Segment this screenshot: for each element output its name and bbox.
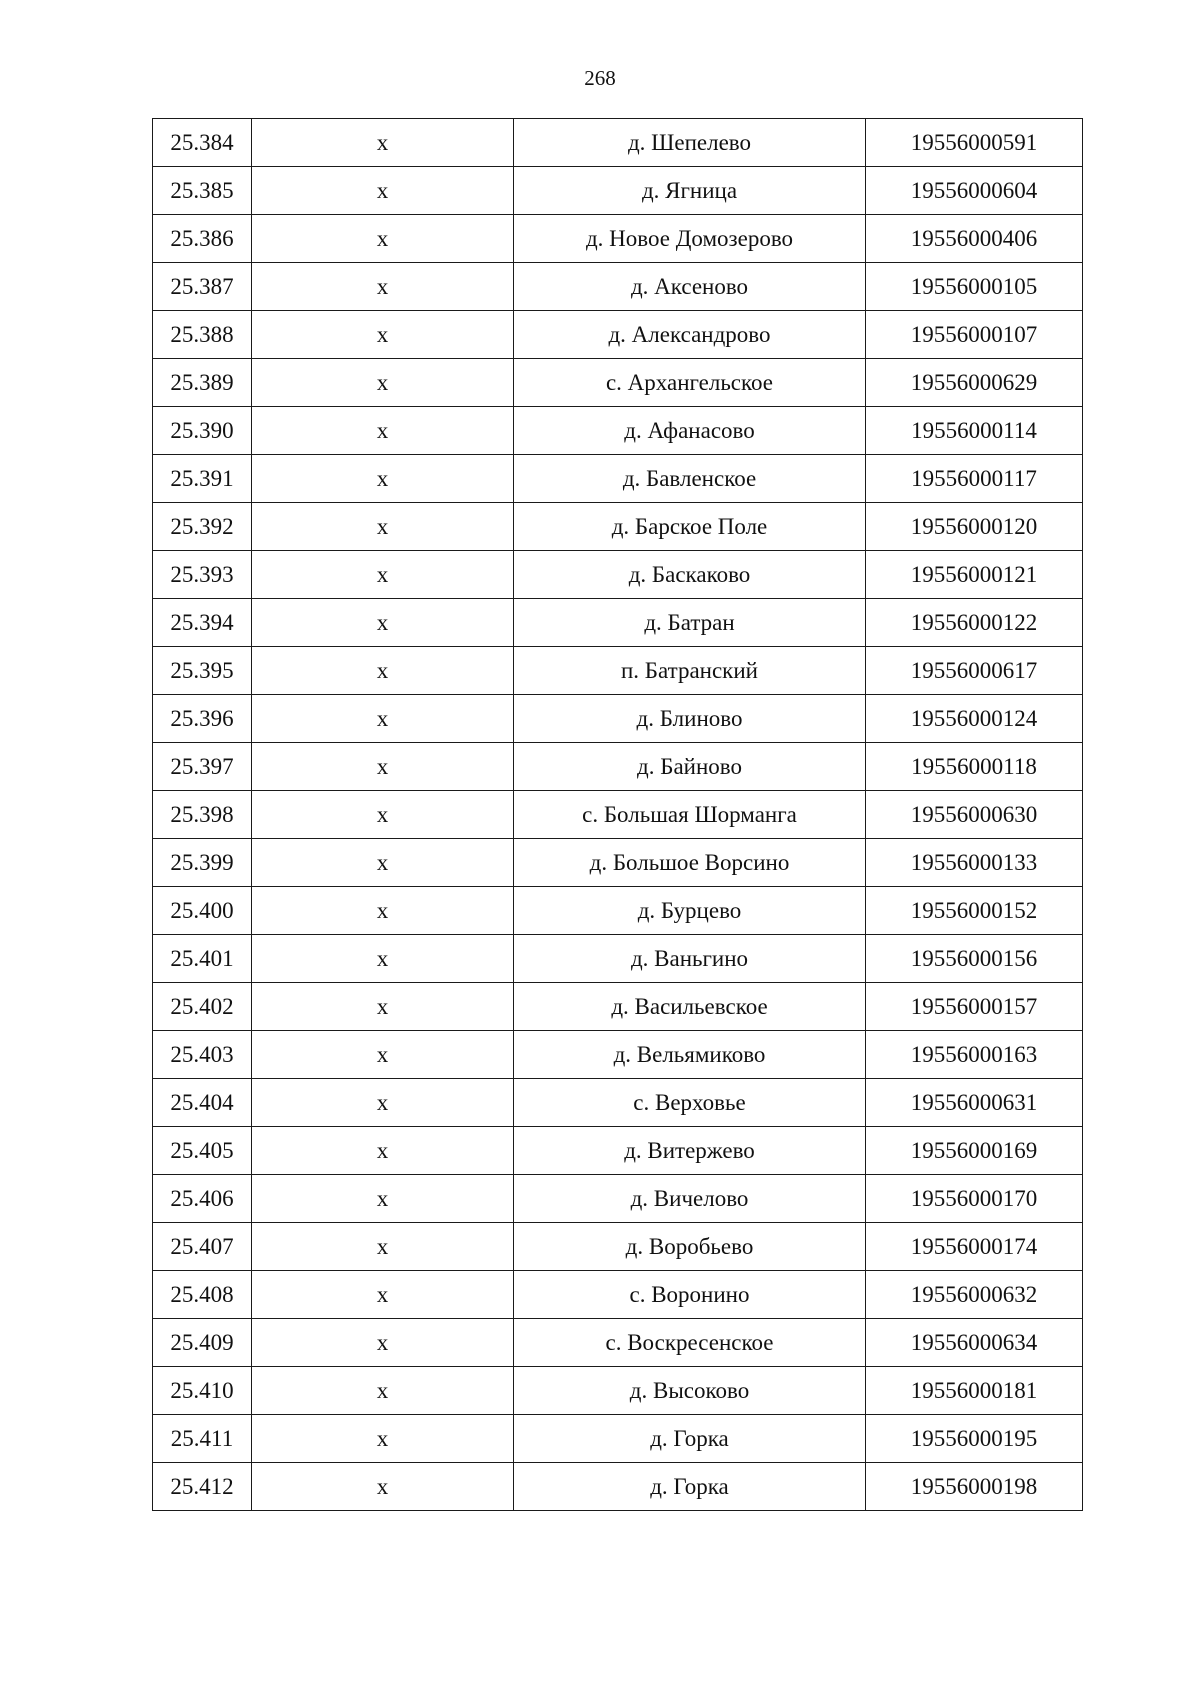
settlement-name-cell: д. Аксеново	[514, 263, 866, 311]
oktmo-code-cell: 19556000114	[866, 407, 1083, 455]
mark-cell: x	[252, 1031, 514, 1079]
settlement-name-cell: с. Большая Шорманга	[514, 791, 866, 839]
oktmo-code-cell: 19556000107	[866, 311, 1083, 359]
table-row	[153, 263, 1083, 311]
mark-cell: x	[252, 167, 514, 215]
oktmo-code-cell: 19556000118	[866, 743, 1083, 791]
oktmo-code-cell: 19556000181	[866, 1367, 1083, 1415]
row-number-cell: 25.394	[153, 599, 252, 647]
oktmo-code-cell: 19556000157	[866, 983, 1083, 1031]
row-number-cell: 25.410	[153, 1367, 252, 1415]
oktmo-code-cell: 19556000630	[866, 791, 1083, 839]
settlement-name-cell: д. Большое Ворсино	[514, 839, 866, 887]
mark-cell: x	[252, 263, 514, 311]
settlement-name-cell: д. Вельямиково	[514, 1031, 866, 1079]
oktmo-code-cell: 19556000634	[866, 1319, 1083, 1367]
page-number: 268	[584, 66, 616, 90]
settlement-name-cell: д. Воробьево	[514, 1223, 866, 1271]
table-row	[153, 743, 1083, 791]
table-row	[153, 1319, 1083, 1367]
mark-cell: x	[252, 407, 514, 455]
oktmo-code-cell: 19556000617	[866, 647, 1083, 695]
row-number-cell: 25.395	[153, 647, 252, 695]
oktmo-code-cell: 19556000133	[866, 839, 1083, 887]
table-row	[153, 791, 1083, 839]
table-row	[153, 455, 1083, 503]
table-row	[153, 1031, 1083, 1079]
settlement-table	[152, 118, 1083, 1511]
table-row	[153, 1463, 1083, 1511]
mark-cell: x	[252, 1463, 514, 1511]
settlement-name-cell: д. Александрово	[514, 311, 866, 359]
oktmo-code-cell: 19556000406	[866, 215, 1083, 263]
oktmo-code-cell: 19556000632	[866, 1271, 1083, 1319]
row-number-cell: 25.408	[153, 1271, 252, 1319]
oktmo-code-cell: 19556000604	[866, 167, 1083, 215]
row-number-cell: 25.391	[153, 455, 252, 503]
mark-cell: x	[252, 503, 514, 551]
mark-cell: x	[252, 1175, 514, 1223]
oktmo-code-cell: 19556000170	[866, 1175, 1083, 1223]
settlement-name-cell: с. Воронино	[514, 1271, 866, 1319]
table-row	[153, 119, 1083, 167]
oktmo-code-cell: 19556000591	[866, 119, 1083, 167]
mark-cell: x	[252, 359, 514, 407]
mark-cell: x	[252, 1223, 514, 1271]
mark-cell: x	[252, 455, 514, 503]
oktmo-code-cell: 19556000198	[866, 1463, 1083, 1511]
table-row	[153, 1271, 1083, 1319]
table-row	[153, 407, 1083, 455]
row-number-cell: 25.392	[153, 503, 252, 551]
settlement-name-cell: с. Архангельское	[514, 359, 866, 407]
mark-cell: x	[252, 215, 514, 263]
settlement-name-cell: д. Горка	[514, 1415, 866, 1463]
row-number-cell: 25.397	[153, 743, 252, 791]
mark-cell: x	[252, 311, 514, 359]
settlement-name-cell: д. Горка	[514, 1463, 866, 1511]
settlement-name-cell: д. Шепелево	[514, 119, 866, 167]
oktmo-code-cell: 19556000120	[866, 503, 1083, 551]
row-number-cell: 25.393	[153, 551, 252, 599]
row-number-cell: 25.385	[153, 167, 252, 215]
row-number-cell: 25.386	[153, 215, 252, 263]
oktmo-code-cell: 19556000117	[866, 455, 1083, 503]
mark-cell: x	[252, 983, 514, 1031]
oktmo-code-cell: 19556000174	[866, 1223, 1083, 1271]
mark-cell: x	[252, 743, 514, 791]
mark-cell: x	[252, 119, 514, 167]
mark-cell: x	[252, 887, 514, 935]
settlement-name-cell: д. Байново	[514, 743, 866, 791]
mark-cell: x	[252, 551, 514, 599]
table-row	[153, 935, 1083, 983]
row-number-cell: 25.389	[153, 359, 252, 407]
oktmo-code-cell: 19556000631	[866, 1079, 1083, 1127]
row-number-cell: 25.390	[153, 407, 252, 455]
mark-cell: x	[252, 1271, 514, 1319]
row-number-cell: 25.403	[153, 1031, 252, 1079]
settlement-name-cell: д. Ягница	[514, 167, 866, 215]
oktmo-code-cell: 19556000124	[866, 695, 1083, 743]
oktmo-code-cell: 19556000163	[866, 1031, 1083, 1079]
table-row	[153, 839, 1083, 887]
mark-cell: x	[252, 599, 514, 647]
row-number-cell: 25.387	[153, 263, 252, 311]
table-row	[153, 647, 1083, 695]
row-number-cell: 25.398	[153, 791, 252, 839]
row-number-cell: 25.404	[153, 1079, 252, 1127]
oktmo-code-cell: 19556000152	[866, 887, 1083, 935]
row-number-cell: 25.384	[153, 119, 252, 167]
settlement-name-cell: д. Васильевское	[514, 983, 866, 1031]
table-row	[153, 551, 1083, 599]
settlement-name-cell: д. Афанасово	[514, 407, 866, 455]
row-number-cell: 25.412	[153, 1463, 252, 1511]
table-row	[153, 167, 1083, 215]
settlement-name-cell: д. Высоково	[514, 1367, 866, 1415]
settlement-name-cell: д. Новое Домозерово	[514, 215, 866, 263]
row-number-cell: 25.388	[153, 311, 252, 359]
mark-cell: x	[252, 839, 514, 887]
settlement-name-cell: с. Воскресенское	[514, 1319, 866, 1367]
row-number-cell: 25.406	[153, 1175, 252, 1223]
oktmo-code-cell: 19556000156	[866, 935, 1083, 983]
settlement-name-cell: д. Барское Поле	[514, 503, 866, 551]
mark-cell: x	[252, 647, 514, 695]
table-row	[153, 1079, 1083, 1127]
settlement-name-cell: д. Блиново	[514, 695, 866, 743]
row-number-cell: 25.405	[153, 1127, 252, 1175]
settlement-name-cell: д. Бурцево	[514, 887, 866, 935]
oktmo-code-cell: 19556000122	[866, 599, 1083, 647]
settlement-name-cell: д. Витержево	[514, 1127, 866, 1175]
row-number-cell: 25.399	[153, 839, 252, 887]
table-row	[153, 1415, 1083, 1463]
settlement-name-cell: д. Бавленское	[514, 455, 866, 503]
table-row	[153, 311, 1083, 359]
table-row	[153, 599, 1083, 647]
row-number-cell: 25.396	[153, 695, 252, 743]
table-row	[153, 1127, 1083, 1175]
table-row	[153, 359, 1083, 407]
settlement-name-cell: д. Вичелово	[514, 1175, 866, 1223]
mark-cell: x	[252, 695, 514, 743]
oktmo-code-cell: 19556000169	[866, 1127, 1083, 1175]
mark-cell: x	[252, 1415, 514, 1463]
row-number-cell: 25.411	[153, 1415, 252, 1463]
table-row	[153, 215, 1083, 263]
mark-cell: x	[252, 935, 514, 983]
oktmo-code-cell: 19556000629	[866, 359, 1083, 407]
oktmo-code-cell: 19556000105	[866, 263, 1083, 311]
row-number-cell: 25.407	[153, 1223, 252, 1271]
row-number-cell: 25.401	[153, 935, 252, 983]
settlement-name-cell: д. Ваньгино	[514, 935, 866, 983]
settlement-table-body	[153, 119, 1083, 1511]
mark-cell: x	[252, 1127, 514, 1175]
oktmo-code-cell: 19556000121	[866, 551, 1083, 599]
table-row	[153, 1223, 1083, 1271]
settlement-name-cell: п. Батранский	[514, 647, 866, 695]
row-number-cell: 25.400	[153, 887, 252, 935]
mark-cell: x	[252, 791, 514, 839]
mark-cell: x	[252, 1367, 514, 1415]
mark-cell: x	[252, 1319, 514, 1367]
table-row	[153, 983, 1083, 1031]
table-row	[153, 887, 1083, 935]
settlement-name-cell: д. Баскаково	[514, 551, 866, 599]
row-number-cell: 25.402	[153, 983, 252, 1031]
oktmo-code-cell: 19556000195	[866, 1415, 1083, 1463]
table-row	[153, 1175, 1083, 1223]
settlement-name-cell: д. Батран	[514, 599, 866, 647]
table-row	[153, 1367, 1083, 1415]
mark-cell: x	[252, 1079, 514, 1127]
table-row	[153, 503, 1083, 551]
table-row	[153, 695, 1083, 743]
row-number-cell: 25.409	[153, 1319, 252, 1367]
settlement-name-cell: с. Верховье	[514, 1079, 866, 1127]
